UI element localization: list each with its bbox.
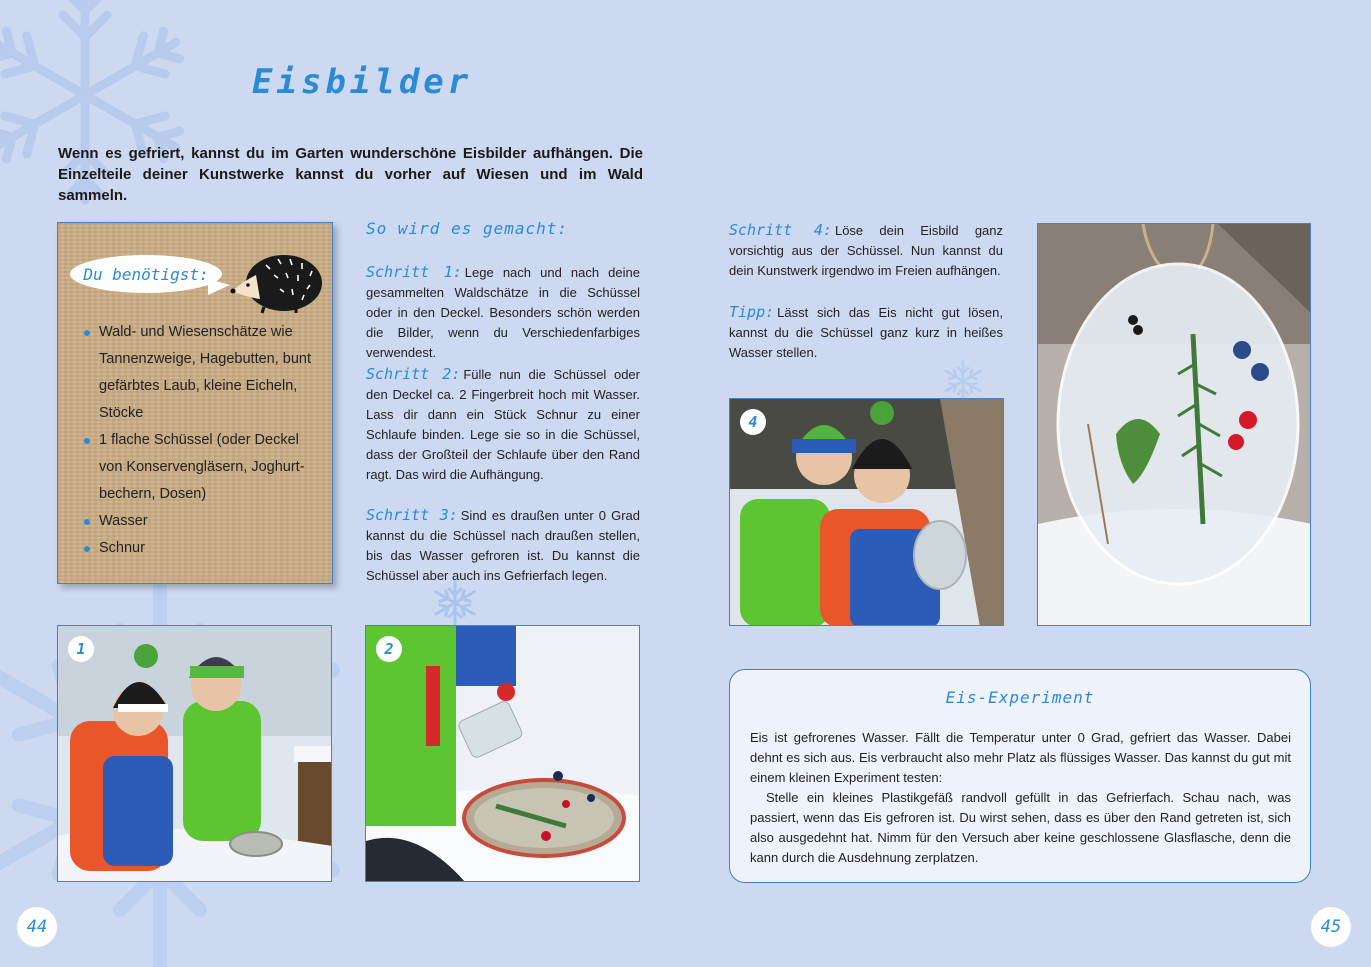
step-text: Lege nach und nach deine gesammelten Waldschätze in die Schüssel oder in den Deckel. Besonders schön werden die Bilder, wenn du Verschiedenfarbiges verwendest. — [366, 265, 640, 360]
page-title: Eisbilder — [252, 62, 473, 102]
intro-text: Wenn es gefriert, kannst du im Garten wunderschöne Eisbilder aufhängen. Die Einzelteile deiner Kunstwerke kannst du vorher auf Wiesen und im Wald sammeln. — [58, 145, 643, 204]
step-text: Löse dein Eisbild ganz vorsichtig aus der Schüssel. Nun kannst du dein Kunstwerk irgendwo im Freien aufhängen. — [729, 223, 1004, 278]
step-2 — [366, 364, 640, 485]
photo-number-badge: 4 — [740, 409, 766, 435]
step-label: Schritt 4: — [729, 221, 832, 239]
experiment-paragraph: Eis ist gefrorenes Wasser. Fällt die Temperatur unter 0 Grad, gefriert das Wasser. Dabei dehnt es sich aus. Eis verbraucht also mehr Platz als flüssiges Wasser. Das kannst du gut mit einem kleinen Experiment testen: — [750, 730, 1291, 785]
photo-number-badge: 2 — [376, 636, 402, 662]
materials-box — [57, 222, 333, 584]
page-number-left: 44 — [17, 907, 57, 947]
ice-picture-photo — [1037, 223, 1311, 626]
list-item: Schnur — [82, 535, 322, 562]
step-4 — [729, 220, 1003, 281]
list-item: 1 flache Schüssel (oder Deckel von Konservengläsern, Joghurt-bechern, Dosen) — [82, 427, 322, 508]
kids-ice-photo-illustration — [730, 399, 1004, 626]
speech-bubble: Du benötigst: — [70, 255, 222, 293]
experiment-paragraph: Stelle ein kleines Plastikgefäß randvoll gefüllt in das Gefrierfach. Schau nach, was passiert, wenn das Eis gefroren ist. Du wirst sehen, dass es über den Rand getreten ist, sich also ausgedehnt hat. Nimm für den Versuch aber keine geschlossene Glasflasche, denn die kann durch die Ausdehnung zerplatzen. — [750, 790, 1291, 865]
experiment-box — [729, 669, 1311, 883]
step-label: Schritt 3: — [366, 506, 458, 524]
step-3 — [366, 505, 640, 586]
ice-picture-illustration — [1038, 224, 1311, 626]
step-label: Schritt 1: — [366, 263, 462, 281]
step-label: Schritt 2: — [366, 365, 461, 383]
kids-photo-illustration — [58, 626, 332, 882]
hedgehog-icon — [226, 245, 326, 315]
photo-number-badge: 1 — [68, 636, 94, 662]
materials-list — [82, 319, 322, 562]
step-1 — [366, 262, 640, 363]
photo-4 — [729, 398, 1004, 626]
list-item: Wasser — [82, 508, 322, 535]
step-text: Fülle nun die Schüssel oder den Deckel ca. 2 Fingerbreit hoch mit Wasser. Lass dir dann ein Stück Schnur zu einer Schlaufe binden. Lege sie so in die Schüssel, dass der Großteil der Schlaufe über den Rand ragt. Das wird die Aufhängung. — [366, 367, 640, 482]
photo-1 — [57, 625, 332, 882]
experiment-title: Eis-Experiment — [945, 688, 1095, 707]
howto-heading: So wird es gemacht: — [366, 219, 569, 238]
page-number-right: 45 — [1311, 907, 1351, 947]
step-text: Sind es draußen unter 0 Grad kannst du die Schüssel nach draußen stellen, bis das Wasser gefroren ist. Du kannst die Schüssel aber auch ins Gefrierfach legen. — [366, 508, 640, 583]
experiment-text — [750, 728, 1291, 868]
tip-label: Tipp: — [729, 303, 775, 321]
pouring-photo-illustration — [366, 626, 640, 882]
tip — [729, 302, 1003, 363]
photo-2 — [365, 625, 640, 882]
list-item: Wald- und Wiesenschätze wie Tannenzweige, Hagebutten, bunt gefärbtes Laub, kleine Eicheln, Stöcke — [82, 319, 322, 427]
tip-text: Lässt sich das Eis nicht gut lösen, kannst du die Schüssel ganz kurz in heißes Wasser stellen. — [729, 305, 1003, 360]
